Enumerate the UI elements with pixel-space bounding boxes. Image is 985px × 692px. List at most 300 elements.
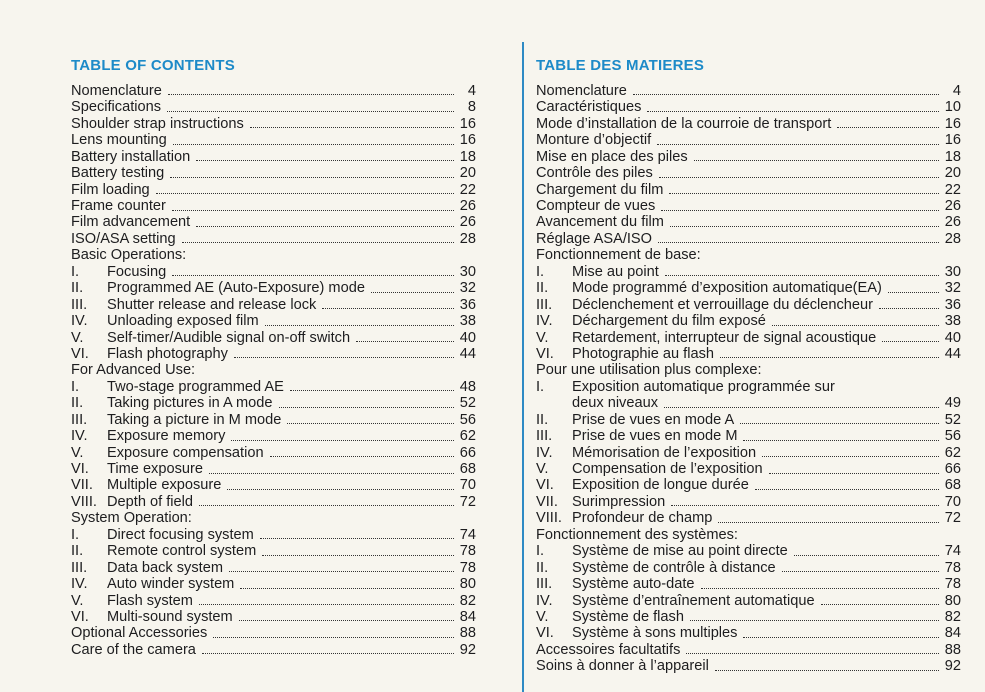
toc-entry-label: Flash system: [107, 592, 193, 609]
toc-leader-dots: [657, 144, 939, 145]
toc-entry-number: II.: [71, 395, 84, 412]
toc-entry: [536, 346, 961, 362]
toc-entry-label: System Operation:: [71, 510, 192, 527]
toc-page-number: 44: [459, 345, 476, 362]
toc-page-number: 84: [459, 608, 476, 625]
toc-entry-label: Soins à donner à l’appareil: [536, 658, 709, 675]
toc-leader-dots: [837, 127, 939, 128]
toc-entry-number: III.: [536, 428, 553, 445]
toc-leader-dots: [356, 341, 454, 342]
toc-entry-number: VII.: [536, 493, 558, 510]
toc-entry-number: IV.: [536, 313, 553, 330]
toc-page-number: 38: [459, 313, 476, 330]
toc-leader-dots: [287, 423, 454, 424]
toc-leader-dots: [701, 588, 940, 589]
toc-entry-number: VI.: [71, 461, 89, 478]
toc-entry-label: Care of the camera: [71, 641, 196, 658]
toc-entry-label: Self-timer/Audible signal on-off switch: [107, 329, 351, 346]
toc-entry-label: Système de flash: [572, 608, 684, 625]
toc-leader-dots: [239, 620, 454, 621]
toc-entry-number: IV.: [71, 428, 88, 445]
toc-leader-dots: [234, 357, 454, 358]
toc-page-number: 92: [944, 658, 961, 675]
toc-leader-dots: [671, 505, 939, 506]
toc-entry-label: Lens mounting: [71, 132, 167, 149]
toc-entry-label: Frame counter: [71, 198, 166, 215]
toc-entry-label: Taking a picture in M mode: [107, 411, 282, 428]
toc-entry-label: Prise de vues en mode M: [572, 428, 738, 445]
toc-page-number: 78: [944, 559, 961, 576]
toc-entry-label: Taking pictures in A mode: [107, 395, 273, 412]
toc-page-number: 32: [459, 280, 476, 297]
toc-leader-dots: [821, 604, 939, 605]
toc-page-number: 52: [459, 395, 476, 412]
toc-entry: [536, 527, 961, 543]
toc-entry-label: Mise en place des piles: [536, 148, 688, 165]
toc-entry: [536, 215, 961, 231]
toc-leader-dots: [665, 275, 939, 276]
toc-page-number: 44: [944, 345, 961, 362]
toc-entry-number: I.: [71, 526, 80, 543]
toc-entry-label: Surimpression: [572, 493, 666, 510]
toc-entry-label: Exposure compensation: [107, 444, 264, 461]
toc-page-number: 26: [944, 198, 961, 215]
toc-entry-number: III.: [536, 576, 553, 593]
toc-entry-number: V.: [71, 592, 84, 609]
toc-entry: [71, 132, 476, 148]
toc-entry: [536, 198, 961, 214]
toc-entry: [536, 543, 961, 559]
toc-leader-dots: [718, 522, 939, 523]
toc-page-number: 26: [944, 214, 961, 231]
toc-page-number: 92: [459, 641, 476, 658]
toc-entry-number: I.: [536, 263, 545, 280]
toc-entry-number: III.: [71, 411, 88, 428]
toc-entry: [71, 379, 476, 395]
toc-entry-label: Fonctionnement de base:: [536, 247, 701, 264]
toc-entry: [71, 560, 476, 576]
toc-entry-label: For Advanced Use:: [71, 362, 196, 379]
toc-entry-number: III.: [71, 559, 88, 576]
toc-entry-label: Compensation de l’exposition: [572, 461, 763, 478]
toc-page-number: 18: [459, 148, 476, 165]
toc-entry-number: VI.: [536, 345, 554, 362]
toc-page-number: 78: [944, 576, 961, 593]
toc-leader-dots: [279, 407, 455, 408]
toc-leader-dots: [694, 160, 939, 161]
toc-leader-dots: [740, 423, 939, 424]
toc-list-french: [529, 83, 961, 675]
toc-entry-label: Système à sons multiples: [572, 625, 738, 642]
toc-entry-label: Caractéristiques: [536, 99, 642, 116]
toc-entry: [71, 313, 476, 329]
toc-entry-number: IV.: [536, 592, 553, 609]
toc-entry-number: II.: [536, 280, 549, 297]
toc-leader-dots: [888, 292, 939, 293]
toc-leader-dots: [173, 144, 454, 145]
toc-page-number: 26: [459, 198, 476, 215]
toc-entry: [536, 658, 961, 674]
toc-entry: [71, 576, 476, 592]
toc-leader-dots: [170, 177, 454, 178]
toc-entry: [71, 543, 476, 559]
toc-entry-number: VIII.: [536, 510, 562, 527]
toc-entry-label: Specifications: [71, 99, 162, 116]
toc-page-number: 40: [944, 329, 961, 346]
toc-entry-number: V.: [536, 461, 549, 478]
toc-entry: [71, 527, 476, 543]
toc-entry: [536, 231, 961, 247]
toc-page-number: 4: [467, 82, 476, 99]
toc-page-number: 78: [459, 543, 476, 560]
toc-entry-number: I.: [71, 378, 80, 395]
toc-entry-label: Flash photography: [107, 345, 228, 362]
toc-entry-label: Basic Operations:: [71, 247, 187, 264]
toc-leader-dots: [633, 94, 939, 95]
toc-entry-number: VI.: [536, 625, 554, 642]
toc-entry-label: Déclenchement et verrouillage du déclencheur: [572, 296, 873, 313]
toc-entry: [536, 625, 961, 641]
toc-page-number: 10: [944, 99, 961, 116]
toc-leader-dots: [260, 538, 454, 539]
toc-leader-dots: [882, 341, 939, 342]
toc-entry-number: V.: [536, 329, 549, 346]
toc-leader-dots: [647, 111, 939, 112]
toc-entry-label: Photographie au flash: [572, 345, 714, 362]
toc-entry-number: V.: [536, 608, 549, 625]
toc-leader-dots: [755, 489, 939, 490]
toc-entry-number: VI.: [71, 345, 89, 362]
toc-entry: [536, 247, 961, 263]
toc-leader-dots: [743, 637, 939, 638]
toc-entry-label: Fonctionnement des systèmes:: [536, 526, 738, 543]
toc-page-number: 28: [459, 230, 476, 247]
toc-leader-dots: [686, 653, 939, 654]
toc-entry-label: Nomenclature: [71, 82, 162, 99]
toc-entry-label: Compteur de vues: [536, 198, 656, 215]
toc-entry-label: Accessoires facultatifs: [536, 641, 681, 658]
toc-entry-label: Remote control system: [107, 543, 257, 560]
toc-entry: [71, 625, 476, 641]
toc-entry: [536, 478, 961, 494]
toc-page-number: 82: [459, 592, 476, 609]
toc-page-number: 22: [459, 181, 476, 198]
toc-entry: [71, 642, 476, 658]
toc-entry-label: Unloading exposed film: [107, 313, 259, 330]
toc-leader-dots: [670, 226, 939, 227]
toc-entry-label: Prise de vues en mode A: [572, 411, 735, 428]
toc-leader-dots: [658, 242, 939, 243]
toc-entry: [536, 593, 961, 609]
toc-entry: [71, 510, 476, 526]
toc-leader-dots: [715, 670, 939, 671]
toc-entry: [536, 362, 961, 378]
toc-page-number: 38: [944, 313, 961, 330]
toc-entry: [536, 642, 961, 658]
toc-entry-number: V.: [71, 329, 84, 346]
toc-entry-number: II.: [71, 280, 84, 297]
toc-leader-dots: [182, 242, 454, 243]
toc-page-number: 4: [952, 82, 961, 99]
toc-entry-label: Direct focusing system: [107, 526, 254, 543]
toc-entry: [536, 494, 961, 510]
toc-entry-number: II.: [536, 559, 549, 576]
toc-page-number: 16: [459, 132, 476, 149]
toc-entry-number: IV.: [71, 576, 88, 593]
toc-page-number: 88: [944, 641, 961, 658]
toc-leader-dots: [772, 325, 939, 326]
toc-leader-dots: [371, 292, 454, 293]
toc-entry: [71, 231, 476, 247]
toc-entry: [536, 609, 961, 625]
column-divider: [522, 42, 524, 692]
toc-page-number: 30: [944, 263, 961, 280]
toc-entry: [536, 182, 961, 198]
toc-entry-label: Optional Accessories: [71, 625, 208, 642]
toc-entry: [536, 99, 961, 115]
toc-leader-dots: [794, 555, 939, 556]
toc-entry-label: Battery installation: [71, 148, 191, 165]
toc-entry-label: Multiple exposure: [107, 477, 222, 494]
toc-entry: [71, 346, 476, 362]
toc-entry: [71, 165, 476, 181]
toc-entry-label: ISO/ASA setting: [71, 230, 176, 247]
toc-page-number: 22: [944, 181, 961, 198]
toc-page-number: 62: [459, 428, 476, 445]
toc-entry: [71, 247, 476, 263]
toc-entry: [536, 165, 961, 181]
toc-page-number: 26: [459, 214, 476, 231]
toc-entry-label: Focusing: [107, 263, 167, 280]
toc-entry: [71, 395, 476, 411]
toc-page-number: 16: [944, 115, 961, 132]
toc-entry-label: Exposition automatique programmée sur: [572, 378, 835, 395]
toc-entry-label: Avancement du film: [536, 214, 664, 231]
toc-entry: [536, 560, 961, 576]
toc-page-number: 48: [459, 378, 476, 395]
toc-entry-number: IV.: [71, 313, 88, 330]
toc-leader-dots: [720, 357, 939, 358]
toc-english: [64, 57, 476, 658]
toc-entry: [71, 116, 476, 132]
toc-entry-label: Réglage ASA/ISO: [536, 230, 653, 247]
toc-entry: [536, 576, 961, 592]
toc-leader-dots: [199, 505, 454, 506]
toc-leader-dots: [659, 177, 939, 178]
toc-entry-label: Monture d’objectif: [536, 132, 652, 149]
toc-page-number: 70: [459, 477, 476, 494]
toc-entry-label: Film loading: [71, 181, 150, 198]
toc-page-number: 56: [459, 411, 476, 428]
toc-entry-label: Système d’entraînement automatique: [572, 592, 815, 609]
toc-entry-number: VI.: [536, 477, 554, 494]
toc-entry: [71, 428, 476, 444]
toc-page-number: 68: [944, 477, 961, 494]
toc-entry-label: Nomenclature: [536, 82, 627, 99]
toc-entry-number: IV.: [536, 444, 553, 461]
toc-entry: [71, 182, 476, 198]
toc-entry: [71, 593, 476, 609]
toc-entry: [71, 412, 476, 428]
toc-leader-dots: [167, 111, 454, 112]
toc-entry: [536, 428, 961, 444]
toc-entry: [71, 297, 476, 313]
toc-leader-dots: [209, 473, 454, 474]
toc-entry-label: Shutter release and release lock: [107, 296, 317, 313]
toc-entry-label: Depth of field: [107, 493, 193, 510]
toc-entry-label: Data back system: [107, 559, 223, 576]
toc-entry: [536, 412, 961, 428]
toc-entry-label: Chargement du film: [536, 181, 664, 198]
toc-page-number: 66: [944, 461, 961, 478]
toc-entry: [536, 445, 961, 461]
toc-entry-label: Shoulder strap instructions: [71, 115, 244, 132]
toc-entry: [71, 330, 476, 346]
toc-entry: [71, 461, 476, 477]
toc-heading-french: TABLE DES MATIERES: [536, 57, 705, 74]
toc-entry-number: II.: [536, 411, 549, 428]
toc-page-number: 36: [459, 296, 476, 313]
toc-leader-dots: [262, 555, 454, 556]
toc-leader-dots: [661, 210, 939, 211]
toc-entry-number: III.: [536, 296, 553, 313]
toc-entry: [536, 510, 961, 526]
toc-leader-dots: [782, 571, 939, 572]
toc-entry-label: Profondeur de champ: [572, 510, 713, 527]
toc-leader-dots: [669, 193, 939, 194]
toc-entry: [71, 215, 476, 231]
toc-leader-dots: [199, 604, 454, 605]
toc-entry-label: Mise au point: [572, 263, 659, 280]
toc-leader-dots: [290, 390, 454, 391]
toc-entry-number: VIII.: [71, 493, 97, 510]
toc-leader-dots: [322, 308, 454, 309]
toc-page-number: 66: [459, 444, 476, 461]
toc-entry-label: Mode d’installation de la courroie de transport: [536, 115, 832, 132]
toc-leader-dots: [270, 456, 454, 457]
toc-page-number: 18: [944, 148, 961, 165]
toc-entry-label: Two-stage programmed AE: [107, 378, 284, 395]
toc-entry-label: Système de mise au point directe: [572, 543, 788, 560]
toc-heading-english: TABLE OF CONTENTS: [71, 57, 235, 74]
toc-leader-dots: [202, 653, 454, 654]
toc-page-number: 20: [459, 165, 476, 182]
toc-leader-dots: [743, 440, 939, 441]
toc-leader-dots: [250, 127, 454, 128]
toc-page-number: 80: [459, 576, 476, 593]
toc-page-number: 72: [944, 510, 961, 527]
toc-leader-dots: [240, 588, 454, 589]
toc-entry-label: Film advancement: [71, 214, 191, 231]
toc-entry-label: Pour une utilisation plus complexe:: [536, 362, 762, 379]
toc-entry-number: I.: [536, 378, 545, 395]
toc-leader-dots: [265, 325, 454, 326]
toc-page-number: 8: [467, 99, 476, 116]
toc-page-number: 52: [944, 411, 961, 428]
toc-entry: [536, 395, 961, 411]
toc-entry-number: VII.: [71, 477, 93, 494]
toc-page-number: 84: [944, 625, 961, 642]
toc-entry: [71, 264, 476, 280]
toc-page-number: 74: [459, 526, 476, 543]
toc-entry: [71, 609, 476, 625]
toc-page-number: 28: [944, 230, 961, 247]
toc-page-number: 56: [944, 428, 961, 445]
toc-entry-label: Exposition de longue durée: [572, 477, 749, 494]
toc-leader-dots: [664, 407, 939, 408]
toc-page-number: 36: [944, 296, 961, 313]
toc-leader-dots: [213, 637, 454, 638]
toc-page-number: 72: [459, 493, 476, 510]
toc-entry-label: Système auto-date: [572, 576, 695, 593]
toc-entry: [536, 330, 961, 346]
toc-leader-dots: [690, 620, 939, 621]
toc-list-english: [64, 83, 476, 658]
toc-leader-dots: [229, 571, 454, 572]
toc-page-number: 32: [944, 280, 961, 297]
toc-entry-label: Battery testing: [71, 165, 165, 182]
toc-page-number: 40: [459, 329, 476, 346]
toc-page-number: 16: [944, 132, 961, 149]
toc-leader-dots: [879, 308, 939, 309]
toc-entry: [71, 99, 476, 115]
toc-entry: [536, 280, 961, 296]
toc-page-number: 88: [459, 625, 476, 642]
toc-page-number: 20: [944, 165, 961, 182]
toc-page-number: 62: [944, 444, 961, 461]
toc-entry-label: Multi-sound system: [107, 608, 233, 625]
toc-entry-number: I.: [71, 263, 80, 280]
toc-entry-number: VI.: [71, 608, 89, 625]
toc-entry: [536, 313, 961, 329]
toc-leader-dots: [196, 160, 454, 161]
toc-entry: [71, 198, 476, 214]
toc-entry: [71, 149, 476, 165]
toc-leader-dots: [762, 456, 939, 457]
toc-leader-dots: [227, 489, 454, 490]
toc-page-number: 68: [459, 461, 476, 478]
toc-page-number: 30: [459, 263, 476, 280]
toc-page-number: 49: [944, 395, 961, 412]
toc-entry-number: II.: [71, 543, 84, 560]
toc-entry: [71, 83, 476, 99]
toc-entry: [536, 264, 961, 280]
toc-entry: [536, 116, 961, 132]
toc-leader-dots: [156, 193, 454, 194]
toc-leader-dots: [769, 473, 939, 474]
toc-entry: [536, 461, 961, 477]
toc-page-number: 16: [459, 115, 476, 132]
toc-page-number: 74: [944, 543, 961, 560]
toc-leader-dots: [168, 94, 454, 95]
toc-leader-dots: [172, 275, 454, 276]
toc-entry-label: Time exposure: [107, 461, 203, 478]
toc-entry: [71, 494, 476, 510]
toc-entry: [536, 297, 961, 313]
toc-entry-label: deux niveaux: [572, 395, 659, 412]
toc-entry-label: Programmed AE (Auto-Exposure) mode: [107, 280, 365, 297]
toc-entry-label: Système de contrôle à distance: [572, 559, 776, 576]
toc-page-number: 82: [944, 608, 961, 625]
toc-entry: [71, 280, 476, 296]
toc-leader-dots: [196, 226, 454, 227]
toc-entry-label: Mémorisation de l’exposition: [572, 444, 757, 461]
toc-entry: [71, 478, 476, 494]
toc-entry: [536, 379, 961, 395]
toc-entry-label: Contrôle des piles: [536, 165, 653, 182]
toc-entry-label: Exposure memory: [107, 428, 226, 445]
toc-entry-number: V.: [71, 444, 84, 461]
